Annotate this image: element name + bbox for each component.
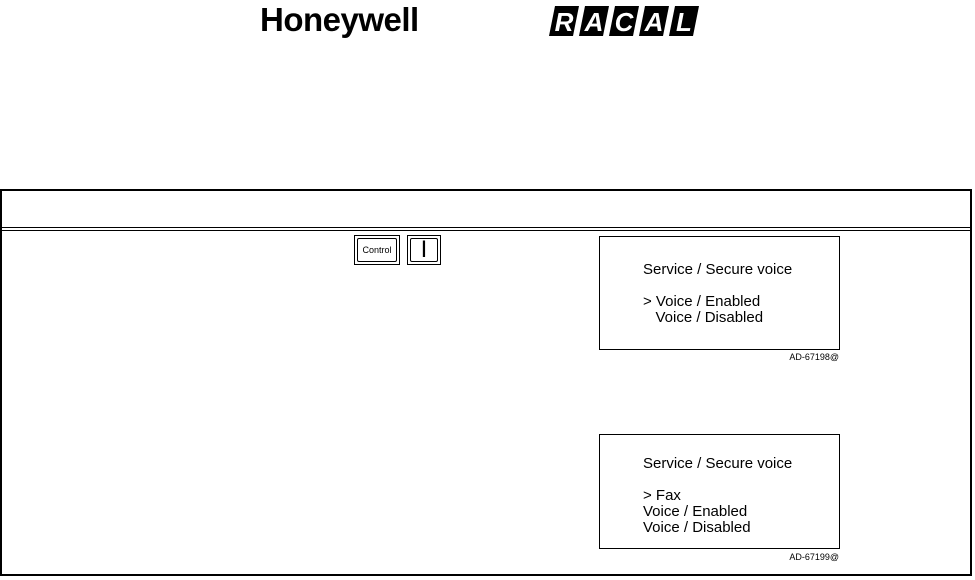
display-screen-secure-voice-fax xyxy=(599,434,840,549)
screen-option: Voice / Disabled xyxy=(643,519,751,536)
control-key xyxy=(354,235,400,265)
screen-option: Voice / Disabled xyxy=(643,309,764,326)
svg-text:R: R xyxy=(554,7,574,37)
honeywell-logo: Honeywell xyxy=(260,1,419,38)
figure-reference: AD-67199@ xyxy=(789,552,839,562)
i-key-label: I xyxy=(410,238,438,262)
control-key-label: Control xyxy=(357,238,397,262)
screen-option-selected: > Voice / Enabled xyxy=(643,293,761,310)
screen-title: Service / Secure voice xyxy=(643,261,793,278)
screen-option: Voice / Enabled xyxy=(643,503,748,520)
i-key xyxy=(407,235,441,265)
screen-title: Service / Secure voice xyxy=(643,455,793,472)
figure-reference: AD-67198@ xyxy=(789,352,839,362)
svg-text:A: A xyxy=(584,7,604,37)
svg-text:L: L xyxy=(676,7,692,37)
table-header-divider xyxy=(2,227,970,228)
svg-text:A: A xyxy=(644,7,664,37)
display-screen-secure-voice xyxy=(599,236,840,350)
racal-logo xyxy=(547,4,707,38)
svg-text:C: C xyxy=(614,7,634,37)
table-header-divider-second xyxy=(2,230,970,231)
racal-logo-graphic xyxy=(547,4,707,38)
screen-option-selected: > Fax xyxy=(643,487,681,504)
